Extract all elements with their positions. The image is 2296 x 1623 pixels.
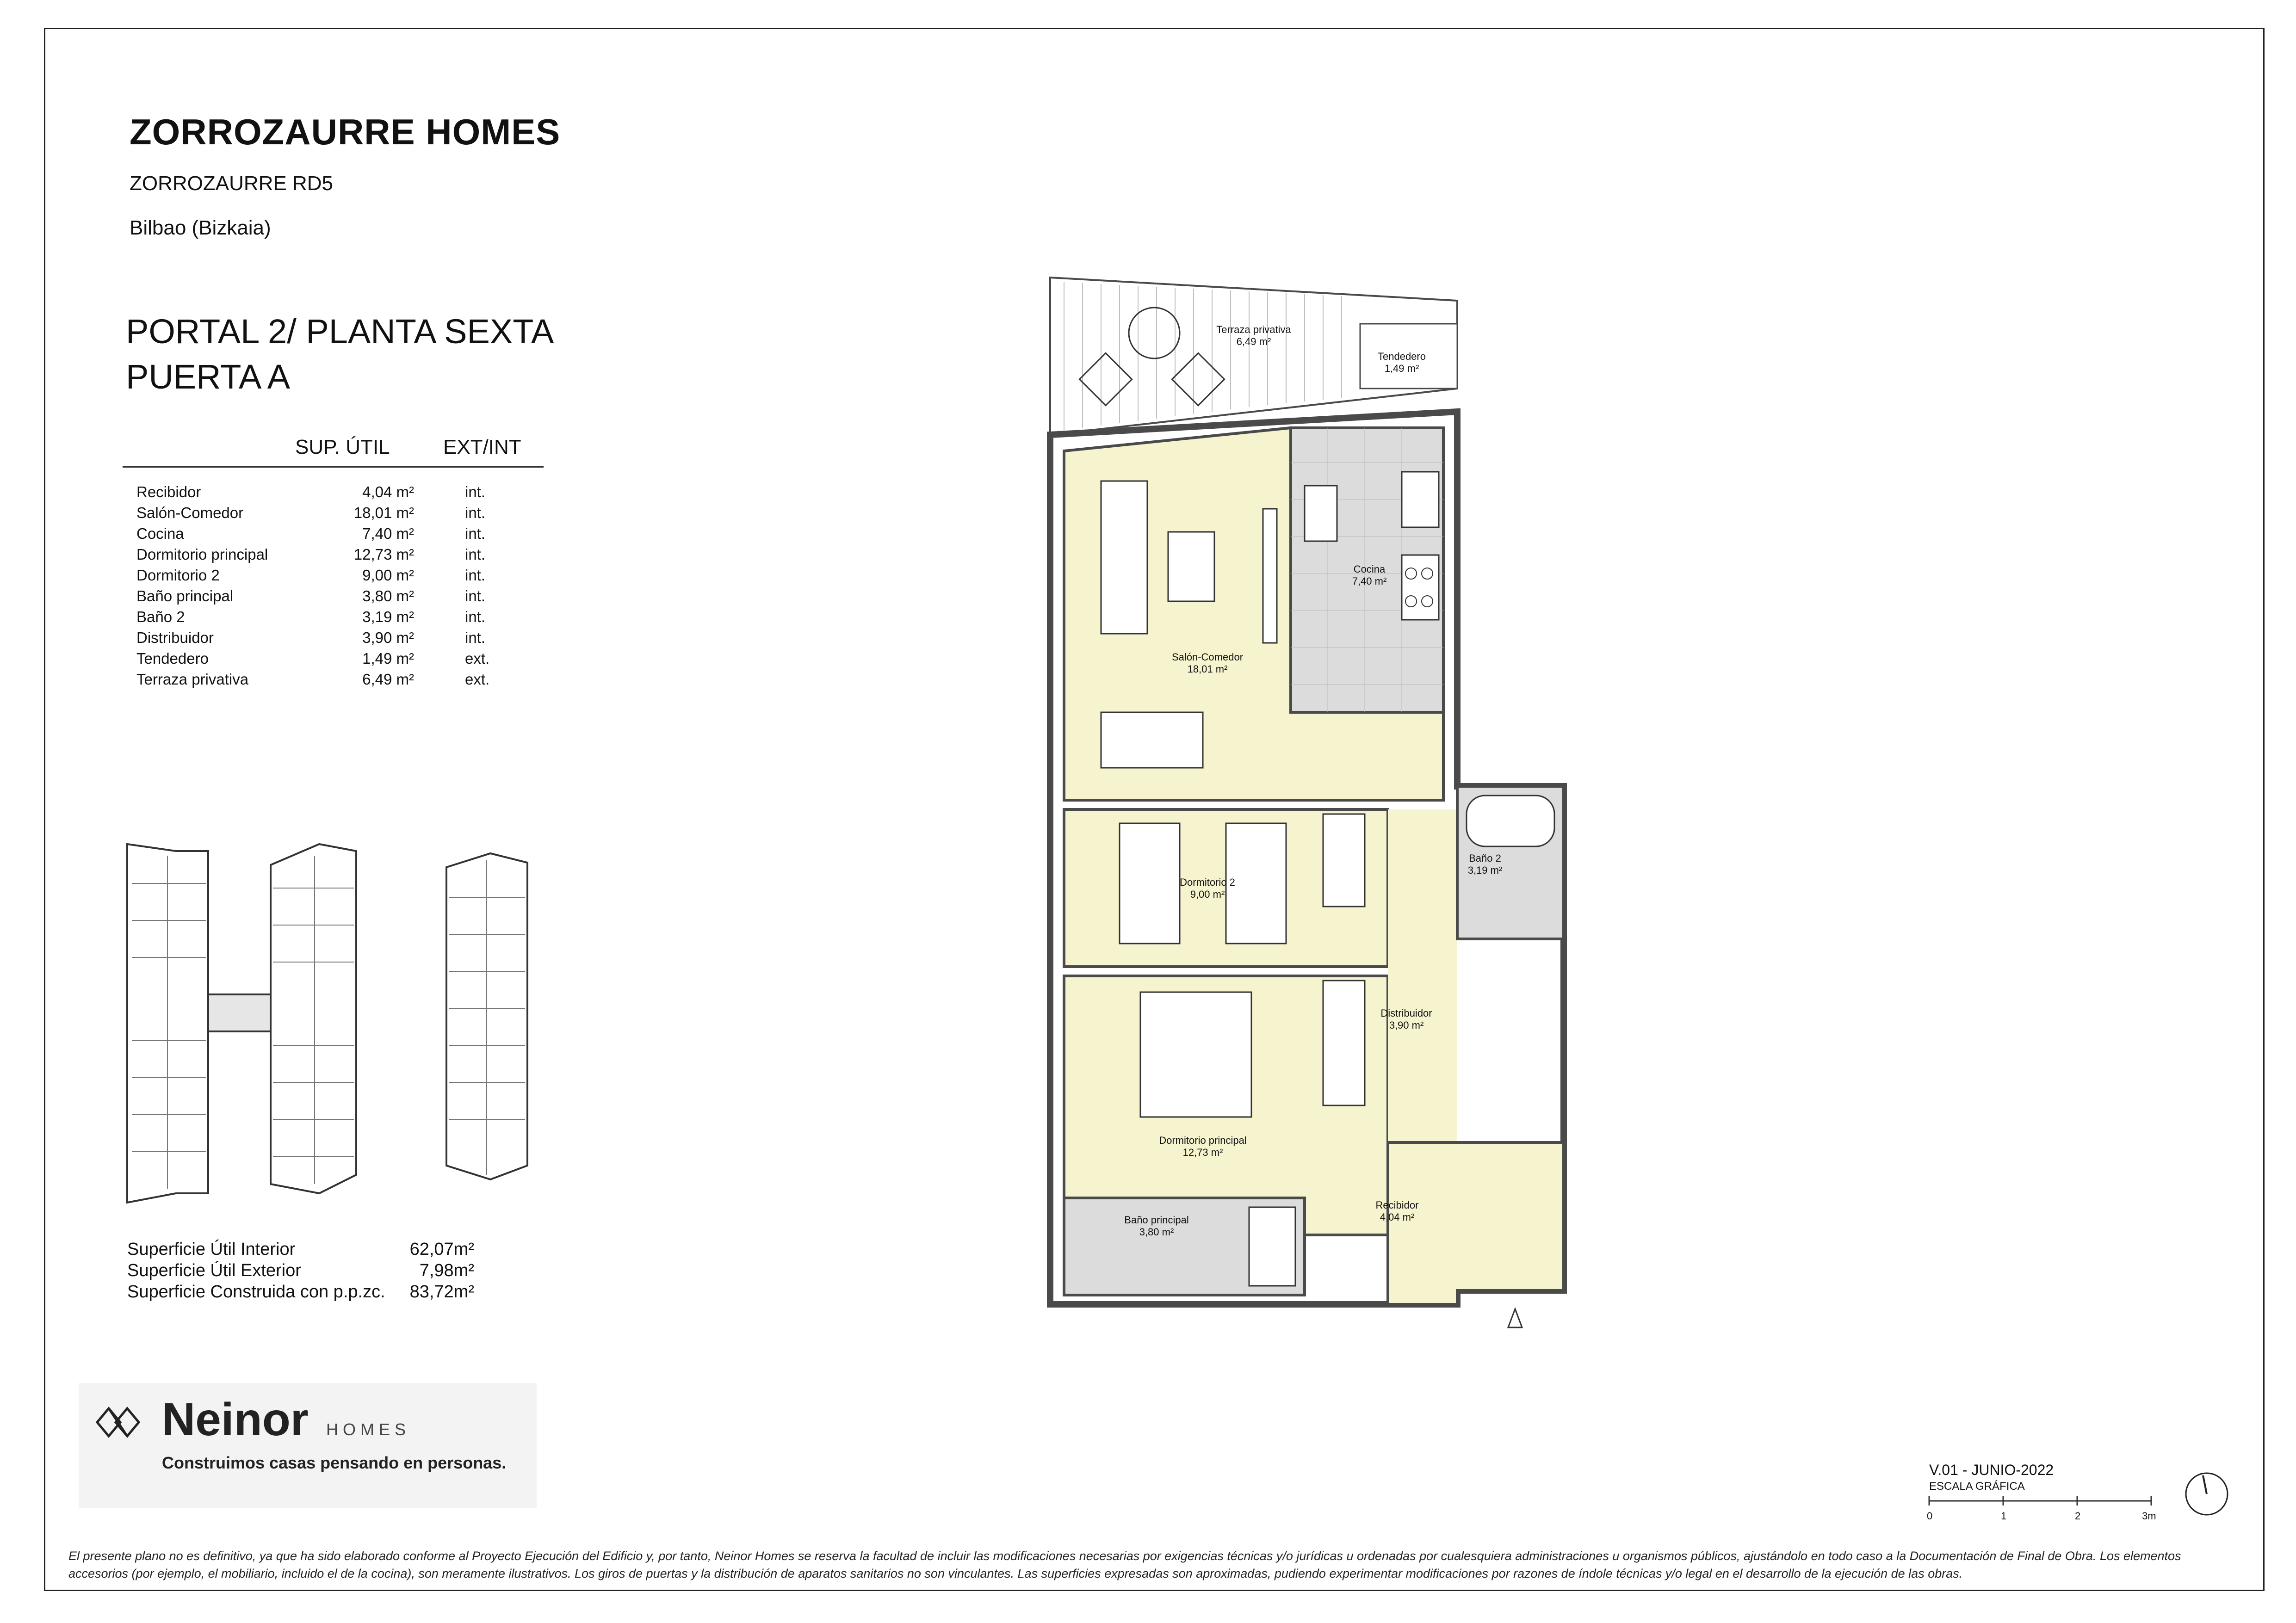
project-title: ZORROZAURRE HOMES <box>130 111 561 152</box>
area-room-value: 3,80 m² <box>362 587 414 605</box>
dining-table <box>1101 712 1203 768</box>
area-room-value: 1,49 m² <box>362 650 414 667</box>
area-room-type: int. <box>465 608 486 625</box>
total-value: 83,72m² <box>409 1282 474 1302</box>
total-value: 62,07m² <box>409 1240 474 1259</box>
north-arrow-icon <box>2184 1471 2230 1517</box>
scale-tick-3: 3m <box>2142 1510 2156 1522</box>
area-room-name: Cocina <box>136 525 184 542</box>
area-room-type: int. <box>465 504 486 521</box>
area-room-type: int. <box>465 567 486 584</box>
area-room-type: int. <box>465 483 486 500</box>
portal-floor-heading: PORTAL 2/ PLANTA SEXTA <box>126 312 554 351</box>
project-subtitle: ZORROZAURRE RD5 <box>130 172 334 195</box>
neinor-tagline: Construimos casas pensando en personas. <box>162 1453 507 1472</box>
project-location: Bilbao (Bizkaia) <box>130 216 271 239</box>
wardrobe-principal <box>1323 981 1365 1105</box>
area-room-value: 9,00 m² <box>362 567 414 584</box>
label-cocina: Cocina 7,40 m² <box>1352 563 1387 587</box>
version-label: V.01 - JUNIO-2022 <box>1929 1462 2054 1478</box>
area-room-value: 12,73 m² <box>353 546 414 563</box>
tv-unit <box>1263 509 1277 643</box>
total-label: Superficie Construida con p.p.zc. <box>127 1282 385 1302</box>
area-room-value: 3,19 m² <box>362 608 414 625</box>
label-bano-principal: Baño principal 3,80 m² <box>1124 1214 1189 1238</box>
area-room-value: 4,04 m² <box>362 483 414 500</box>
label-tendedero: Tendedero 1,49 m² <box>1378 351 1426 374</box>
area-room-type: ext. <box>465 671 490 688</box>
area-room-value: 3,90 m² <box>362 629 414 646</box>
area-room-name: Dormitorio 2 <box>136 567 220 584</box>
area-room-type: int. <box>465 546 486 563</box>
sofa <box>1101 481 1147 634</box>
area-room-type: int. <box>465 587 486 605</box>
area-room-name: Terraza privativa <box>136 671 249 688</box>
area-room-name: Dormitorio principal <box>136 546 268 563</box>
label-distribuidor: Distribuidor 3,90 m² <box>1380 1007 1432 1031</box>
neinor-logo-block <box>79 1383 537 1508</box>
neinor-logo-icon <box>95 1404 150 1441</box>
floor-plan <box>1041 268 1596 1332</box>
key-plan-block-middle <box>271 844 356 1193</box>
area-room-name: Distribuidor <box>136 629 214 646</box>
area-room-name: Baño 2 <box>136 608 185 625</box>
col-header-sup-util: SUP. ÚTIL <box>295 436 390 458</box>
building-key-plan <box>125 842 564 1221</box>
scale-bar <box>1925 1494 2165 1526</box>
area-room-name: Recibidor <box>136 483 201 500</box>
label-salon: Salón-Comedor 18,01 m² <box>1171 651 1244 675</box>
label-recibidor: Recibidor 4,04 m² <box>1375 1199 1419 1223</box>
neinor-wordmark: Neinor <box>162 1394 309 1445</box>
label-dormitorio-2: Dormitorio 2 9,00 m² <box>1180 876 1235 900</box>
room-recibidor <box>1388 1142 1564 1304</box>
area-room-value: 18,01 m² <box>353 504 414 521</box>
total-value: 7,98m² <box>419 1261 474 1280</box>
area-room-name: Tendedero <box>136 650 209 667</box>
neinor-homes-label: HOMES <box>326 1420 411 1439</box>
label-terraza: Terraza privativa 6,49 m² <box>1216 324 1291 347</box>
scale-label: ESCALA GRÁFICA <box>1929 1480 2025 1493</box>
label-dormitorio-principal: Dormitorio principal 12,73 m² <box>1159 1135 1247 1158</box>
area-room-type: int. <box>465 525 486 542</box>
area-room-name: Salón-Comedor <box>136 504 244 521</box>
kitchen-table <box>1305 486 1337 541</box>
total-label: Superficie Útil Exterior <box>127 1261 301 1280</box>
area-room-value: 6,49 m² <box>362 671 414 688</box>
scale-tick-1: 1 <box>2001 1510 2007 1522</box>
col-header-ext-int: EXT/INT <box>443 436 521 458</box>
wardrobe-dormitorio-2 <box>1323 814 1365 907</box>
label-bano-2: Baño 2 3,19 m² <box>1467 852 1503 876</box>
area-room-type: int. <box>465 629 486 646</box>
legal-disclaimer: El presente plano no es definitivo, ya que ha sido elaborado conforme al Proyecto Ejecución del Edificio y, por tanto, Neinor Homes se reserva la facultad de incluir las modificaciones necesarias por exigencias técnicas y/o jurídicas u ordenadas por cualesquiera administraciones u organismos públicos, ajustándolo en todo caso a la Documentación de Final de Obra. Los elementos accesorios (por ejemplo, el mobiliario, incluido el de la cocina), son meramente ilustrativos. Los giros de puertas y la distribución de aparatos sanitarios no son vinculantes. Las superficies expresadas son aproximadas, pudiendo experimentar modificaciones por razones de índole técnicas y/o legal en el desarrollo de la ejecución de las obras. <box>68 1549 2181 1580</box>
shower <box>1249 1207 1295 1286</box>
scale-tick-0: 0 <box>1927 1510 1933 1522</box>
area-room-value: 7,40 m² <box>362 525 414 542</box>
key-plan-bridge <box>208 994 271 1031</box>
entrance-arrow <box>1508 1309 1522 1327</box>
bathtub <box>1467 796 1554 846</box>
scale-tick-2: 2 <box>2075 1510 2081 1522</box>
bed-double <box>1140 992 1251 1117</box>
door-heading: PUERTA A <box>126 358 291 396</box>
area-room-type: ext. <box>465 650 490 667</box>
area-room-name: Baño principal <box>136 587 234 605</box>
kitchen-sink <box>1402 472 1439 527</box>
coffee-table <box>1168 532 1214 601</box>
table-rule <box>123 466 544 468</box>
total-label: Superficie Útil Interior <box>127 1240 296 1259</box>
